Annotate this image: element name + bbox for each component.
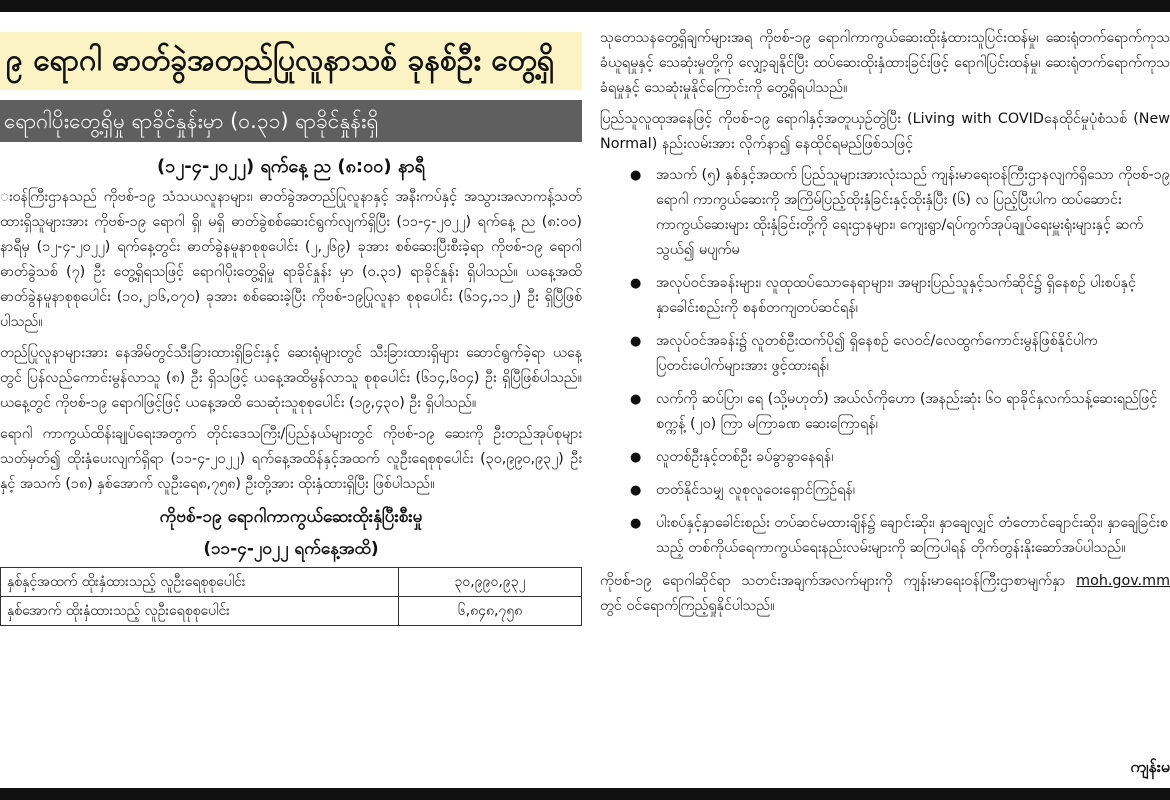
row-label: နှစ်နှင့်အထက် ထိုးနှံထားသည့် လူဦးရေစုစုပေါင်း — [1, 568, 399, 597]
row-label: နှစ်အောက် ထိုးနှံထားသည့် လူဦးရေစုစုပေါင်း — [1, 597, 399, 626]
list-item: ● ပါးစပ်နှင့်နှာခေါင်းစည်း တပ်ဆင်မထားချိန်၌ ချောင်းဆိုး၊ နှာချေလျှင် တံတောင်ချောင်းဆိုး၊ နှာချေခြင်းစသည့် တစ်ကိုယ်ရေကာကွယ်ရေးနည်းလမ်းများကို ဆကြပါရန် တိုက်တွန်းနိုးဆော်အပ်ပါသည်။ — [630, 511, 1170, 561]
top-rule — [0, 0, 1170, 12]
list-item: ● အလုပ်ဝင်အခန်းများ၊ လူထုထပ်သောနေရာများ၊ အများပြည်သူနှင့်သက်ဆိုင်၌ ရှိနေစဉ် ပါးစပ်နှင့်နှာခေါင်းစည်းကို စနစ်တကျတပ်ဆင်ရန်၊ — [630, 271, 1170, 321]
subheadline: ရောဂါပိုးတွေ့ရှိမှု ရာခိုင်နှုန်းမှာ (၀.၃၁) ရာခိုင်နှုန်းရှိ — [0, 100, 582, 142]
left-column — [0, 22, 582, 782]
guideline-list — [600, 163, 1170, 561]
table-subtitle: (၁၁-၄-၂၀၂၂ ရက်နေ့အထိ) — [203, 539, 379, 559]
list-item: ● အလုပ်ဝင်အခန်း၌ လူတစ်ဦးထက်ပို၍ ရှိနေစဉ် လေဝင်/လေထွက်ကောင်းမွန်ဖြစ်နိုင်ပါက ပြတင်းပေါက်များအား ဖွင့်ထားရန်၊ — [630, 329, 1170, 379]
closing-text: ကိုဗစ်-၁၉ ရောဂါဆိုင်ရာ သတင်းအချက်အလက်များကို ကျန်းမာရေးဝန်ကြီးဌာစာမျက်နှာ — [600, 573, 1066, 589]
closing-tail: တွင် ဝင်ရောက်ကြည့်ရှုနိုင်ပါသည်။ — [600, 598, 775, 614]
research-paragraph: သုတေသနတွေ့ရှိချက်များအရ ကိုဗစ်-၁၉ ရောဂါကာကွယ်ဆေးထိုးနှံထားသူပြင်းထန်မှု၊ ဆေးရုံတက်ရောက်ကုသခံယူရမှုနှင့် သေဆုံးမှုတို့ကို လျှော့ချနိုင်ပြီး ထပ်ဆေးထိုးနှံထားခြင်းဖြင့် ရောဂါပြင်းထန်မှု၊ ဆေးရုံတက်ရောက်ကုသခံရမှုနှင့် သေဆုံးမှုနိုင်ကြောင်းကို တွေ့ရှိရပါသည်။ — [600, 30, 1170, 96]
paragraph-testing: းဝန်ကြီးဌာနသည် ကိုဗစ်-၁၉ သံသယလူနာများ၊ ဓာတ်ခွဲအတည်ပြုလူနာနှင့် အနီးကပ်နှင့် အသွားအလာကန့်သတ်ထားရှိသူများအား ကိုဗစ်-၁၉ ရောဂါ ရှိ၊ မရှိ ဓာတ်ခွဲစစ်ဆေးင်ရွက်လျက်ရှိပြီး (၁၁-၄-၂၀၂၂) ရက်နေ့ ည (၈:၀၀) နာရီမှ (၁၂-၄-၂၀၂၂) ရက်နေ့တွင်း ဓာတ်ခွဲနမူနာစုစုပေါင်း (၂,၂၆၉) ခုအား စစ်ဆေးပြီးစီးခဲ့ရာ ကိုဗစ်-၁၉ ရောဂါ ဓာတ်ခွဲသစ် (၇) ဦး တွေ့ရှိရသဖြင့် ရောဂါပိုးတွေ့ရှိမှု ရာခိုင်နှုန်း မှာ (၀.၃၁) ရာခိုင်နှုန်း ရှိပါသည်။ ယနေ့အထိ ဓာတ်ခွဲနမူနာစုစုပေါင်း (၁၀,၂၁၆,၀၇၀) ခုအား စစ်ဆေးခဲ့ပြီး ကိုဗစ်-၁၉ပြုလူနာ စုစုပေါင်း (၆၁၄,၁၁၂) ဦး ရှိပြီဖြစ်ပါသည်။ — [0, 189, 582, 330]
paragraph-recovery: တည်ပြုလူနာများအား နေအိမ်တွင်သီးခြားထားရှိခြင်းနှင့် ဆေးရုံများတွင် သီးခြားထားရှိများ ဆောင်ရွက်ခဲ့ရာ ယနေ့တွင် ပြန်လည်ကောင်းမွန်လာသူ (၈) ဦး ရှိသဖြင့် ယနေ့အထိမွန်လာသူ စုစုပေါင်း (၆၁၄,၆၀၄) ဦး ရှိပြီဖြစ်ပါသည်။ ယနေ့တွင် ကိုဗစ်-၁၉ ရောဂါဖြင့်ဖြင့် ယနေ့အထိ သေဆုံးသူစုစုပေါင်း (၁၉,၄၃၀) ဦး ရှိပါသည်။ — [0, 345, 582, 411]
list-item: ● လက်ကို ဆပ်ပြာ၊ ရေ (သို့မဟုတ်) အယ်လ်ကိုဟော (အနည်းဆုံး ၆၀ ရာခိုင်နှလက်သန့်ဆေးရည်ဖြင့် စက္ကန့် (၂၀) ကြာ မကြာခဏ ဆေးကြောရန်၊ — [630, 387, 1170, 437]
new-normal-paragraph: ပြည်သူလူထုအနေဖြင့် ကိုဗစ်-၁၉ ရောဂါနှင့်အတူယှဉ်တွဲပြီး (Living with COVIDနေထိုင်မှုပုံစံသစ် (New Normal) နည်းလမ်းအား လိုက်နာ၍ နေထိုင်ရမည်ဖြစ်သဖြင့် — [600, 111, 1170, 152]
list-item: ● တတ်နိုင်သမျှ လူစုလူဝေးရှောင်ကြဉ်ရန်၊ — [630, 478, 1170, 503]
table-row — [1, 597, 582, 626]
right-column — [600, 22, 1170, 782]
closing-paragraph — [600, 569, 1170, 619]
row-value: ၃၀,၉၉၀,၉၃၂ — [399, 568, 582, 597]
paragraph-vaccination: ရောဂါ ကာကွယ်ထိန်းချုပ်ရေးအတွက် တိုင်းဒေသကြီး/ပြည်နယ်များတွင် ကိုဗစ်-၁၉ ဆေးကို ဦးတည်အုပ်စုများသတ်မှတ်၍ ထိုးနှံပေးလျက်ရှိရာ (၁၁-၄-၂၀၂၂) ရက်နေ့အထိန်နှင့်အထက် လူဦးရေစုစုပေါင်း (၃၀,၉၉၀,၉၃၂) ဦးနှင့် အသက် (၁၈) နှစ်အောက် လူဦးရေ၈,၇၅၈) ဦးတို့အား ထိုးနှံထားရှိပြီး ဖြစ်ပါသည်။ — [0, 426, 582, 492]
list-item: ● လူတစ်ဦးနှင့်တစ်ဦး ခပ်ခွာခွာနေရန်၊ — [630, 445, 1170, 470]
date-line: (၁၂-၄-၂၀၂၂) ရက်နေ့ ည (၈:၀၀) နာရီ — [157, 156, 425, 177]
signature: ကျန်းမ — [1130, 757, 1170, 776]
headline: ၉ ရောဂါ ဓာတ်ခွဲအတည်ပြုလူနာသစ် ခုနစ်ဦး တွေ့ရှိ — [0, 32, 582, 90]
table-row — [1, 568, 582, 597]
bottom-rule — [0, 788, 1170, 800]
vaccine-table — [0, 567, 582, 626]
table-title: ကိုဗစ်-၁၉ ရောဂါကာကွယ်ဆေးထိုးနှံပြီးစီးမှု — [159, 507, 423, 527]
moh-website-link[interactable]: moh.gov.mm — [1076, 573, 1170, 589]
row-value: ၆,၈၄၈,၇၅၈ — [399, 597, 582, 626]
list-item: ● အသက် (၅) နှစ်နှင့်အထက် ပြည်သူများအားလုံးသည် ကျန်းမာရေးဝန်ကြီးဌာနလျက်ရှိသော ကိုဗစ်-၁၉ ရောဂါ ကာကွယ်ဆေးကို အကြိမ်ပြည့်ထိုးနှံခြင်းနှင့်ထိုးနှံပြီး (၆) လ ပြည့်ပြီးပါက ထပ်ဆောင်းကာကွယ်ဆေးများ ထိုးနှံခြင်းတို့ကို ရေးဌာနများ၊ ကျေးရွာ/ရပ်ကွက်အုပ်ချုပ်ရေးမှူးရုံးများနှင့် ဆက်သွယ်၍ မပျက်မ — [630, 163, 1170, 263]
